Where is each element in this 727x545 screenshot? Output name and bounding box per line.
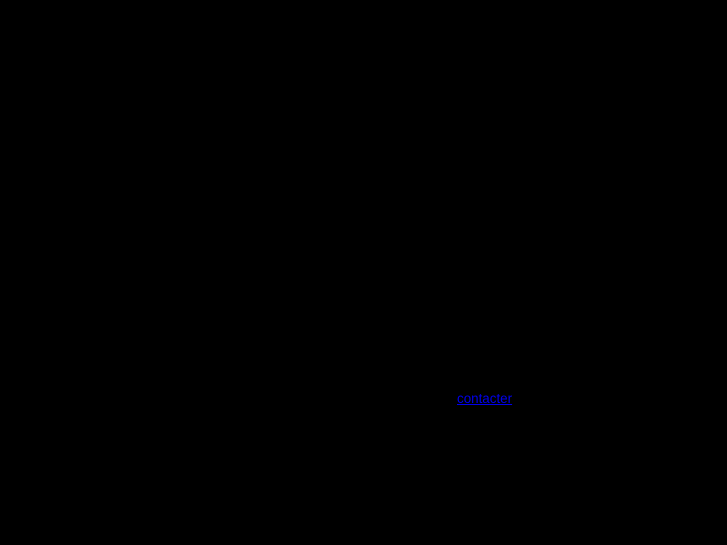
contacter-link[interactable]: contacter [457,391,513,406]
